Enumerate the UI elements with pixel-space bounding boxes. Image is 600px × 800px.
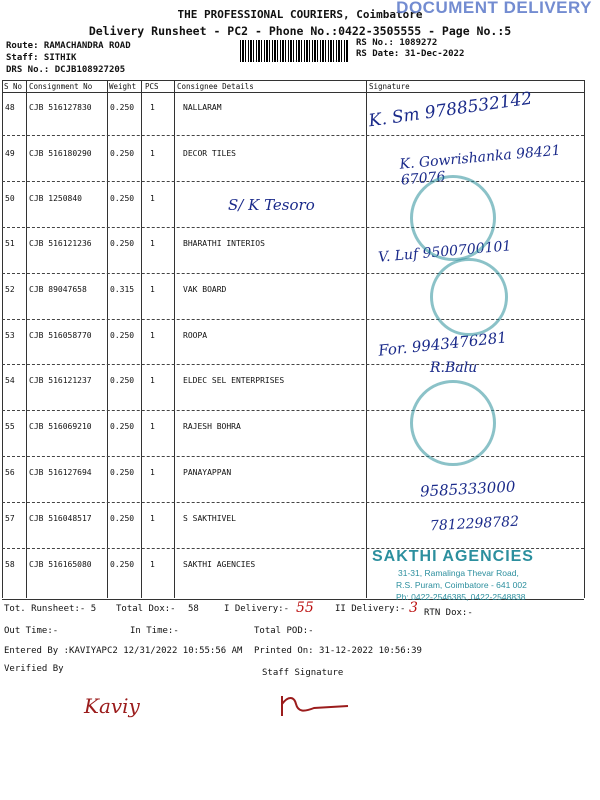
out-time-label: Out Time:-: [4, 626, 59, 636]
signature-handwritten: K. Gowrishanka 98421 67076: [398, 142, 562, 189]
drs-number: DRS No.: DCJB108927205: [6, 65, 126, 75]
row-sno: 48: [5, 103, 15, 112]
row-sno: 52: [5, 285, 15, 294]
col-header-sno: S No: [4, 82, 23, 91]
row-sno: 55: [5, 422, 15, 431]
row-consignee: ELDEC SEL ENTERPRISES: [183, 376, 285, 385]
row-consignment: CJB 516121236: [29, 239, 92, 248]
row-pcs: 1: [150, 331, 155, 340]
row-divider: [2, 135, 584, 136]
row-divider: [2, 181, 584, 182]
row-consignee: VAK BOARD: [183, 285, 227, 294]
signature-handwritten: S/ K Tesoro: [228, 196, 315, 214]
row-sno: 54: [5, 376, 15, 385]
row-consignment: CJB 1250840: [29, 194, 82, 203]
row-consignee: PANAYAPPAN: [183, 468, 232, 477]
staff-signature-label: Staff Signature: [262, 668, 344, 678]
row-pcs: 1: [150, 514, 155, 523]
row-weight: 0.250: [110, 239, 135, 248]
tot-runsheet: Tot. Runsheet:- 5: [4, 604, 97, 614]
col-divider: [366, 80, 367, 598]
col-divider: [107, 80, 108, 598]
row-sno: 49: [5, 149, 15, 158]
signature-handwritten: V. Luf 9500700101: [377, 238, 513, 266]
printed-on: Printed On: 31-12-2022 10:56:39: [254, 646, 422, 656]
row-weight: 0.250: [110, 331, 135, 340]
row-divider: [2, 456, 584, 457]
row-sno: 50: [5, 194, 15, 203]
row-divider: [2, 227, 584, 228]
ii-delivery-label: II Delivery:-: [335, 604, 406, 614]
rs-number: RS No.: 1089272: [356, 38, 438, 48]
row-sno: 57: [5, 514, 15, 523]
col-divider: [26, 80, 27, 598]
runsheet-subtitle: Delivery Runsheet - PC2 - Phone No.:0422-3505555 - Page No.:5: [88, 24, 512, 38]
col-header-weight: Weight: [109, 82, 137, 91]
signature-handwritten: 9585333000: [419, 477, 516, 501]
i-delivery-value: 55: [296, 600, 314, 616]
row-pcs: 1: [150, 285, 155, 294]
col-header-consignee: Consignee Details: [177, 82, 254, 91]
row-consignee: SAKTHI AGENCIES: [183, 560, 256, 569]
row-pcs: 1: [150, 560, 155, 569]
row-weight: 0.250: [110, 376, 135, 385]
row-consignee: BHARATHI INTERIOS: [183, 239, 265, 248]
signature-handwritten: 7812298782: [429, 513, 520, 535]
rtn-dox-label: RTN Dox:-: [424, 608, 473, 618]
staff-signature-mark: [274, 690, 354, 720]
row-consignee: RAJESH BOHRA: [183, 422, 241, 431]
signature-handwritten: K. Sm 9788532142: [367, 88, 534, 132]
sakthi-stamp-name: SAKTHI AGENCIES: [372, 548, 534, 565]
row-sno: 53: [5, 331, 15, 340]
signature-handwritten: For. 9943476281: [377, 328, 508, 360]
signature-handwritten: R.Balu: [430, 360, 478, 376]
row-divider: [2, 364, 584, 365]
sakthi-stamp-line: Ph: 0422-2546385, 0422-2548838: [396, 592, 526, 602]
row-consignment: CJB 516180290: [29, 149, 92, 158]
row-weight: 0.250: [110, 103, 135, 112]
row-weight: 0.315: [110, 285, 135, 294]
entered-by: Entered By :KAVIYAPC2 12/31/2022 10:55:56 AM: [4, 646, 243, 656]
row-pcs: 1: [150, 468, 155, 477]
row-weight: 0.250: [110, 468, 135, 477]
row-sno: 56: [5, 468, 15, 477]
row-pcs: 1: [150, 194, 155, 203]
row-divider: [2, 502, 584, 503]
row-weight: 0.250: [110, 514, 135, 523]
row-sno: 58: [5, 560, 15, 569]
total-dox-value: 58: [188, 604, 199, 614]
col-divider: [141, 80, 142, 598]
col-divider: [2, 80, 3, 598]
total-dox-label: Total Dox:-: [116, 604, 176, 614]
verified-by-label: Verified By: [4, 664, 64, 674]
col-header-signature: Signature: [369, 82, 410, 91]
row-pcs: 1: [150, 422, 155, 431]
row-consignee: S SAKTHIVEL: [183, 514, 236, 523]
sakthi-stamp-line: 31-31, Ramalinga Thevar Road,: [398, 568, 519, 578]
row-pcs: 1: [150, 239, 155, 248]
row-consignment: CJB 516058770: [29, 331, 92, 340]
i-delivery-label: I Delivery:-: [224, 604, 290, 614]
row-weight: 0.250: [110, 422, 135, 431]
rs-date: RS Date: 31-Dec-2022: [356, 49, 465, 59]
row-consignee: DECOR TILES: [183, 149, 236, 158]
row-consignment: CJB 516165080: [29, 560, 92, 569]
row-pcs: 1: [150, 103, 155, 112]
company-title: THE PROFESSIONAL COURIERS, Coimbatore: [177, 8, 423, 21]
row-consignment: CJB 516069210: [29, 422, 92, 431]
row-consignment: CJB 89047658: [29, 285, 87, 294]
col-header-pcs: PCS: [145, 82, 159, 91]
route-label: Route: RAMACHANDRA ROAD: [6, 41, 131, 51]
company-stamp: [410, 380, 496, 466]
row-pcs: 1: [150, 376, 155, 385]
ii-delivery-value: 3: [409, 600, 418, 616]
col-header-consignment: Consignment No: [29, 82, 93, 91]
row-weight: 0.250: [110, 194, 135, 203]
sakthi-stamp-line: R.S. Puram, Coimbatore - 641 002: [396, 580, 527, 590]
staff-label: Staff: SITHIK: [6, 53, 77, 63]
row-weight: 0.250: [110, 560, 135, 569]
col-divider: [174, 80, 175, 598]
row-consignment: CJB 516048517: [29, 514, 92, 523]
barcode: [240, 40, 348, 62]
document-delivery-stamp: DOCUMENT DELIVERY: [396, 0, 592, 17]
row-sno: 51: [5, 239, 15, 248]
row-weight: 0.250: [110, 149, 135, 158]
company-stamp: [430, 258, 508, 336]
row-consignee: NALLARAM: [183, 103, 222, 112]
total-pod-label: Total POD:-: [254, 626, 314, 636]
row-consignee: ROOPA: [183, 331, 208, 340]
row-pcs: 1: [150, 149, 155, 158]
row-consignment: CJB 516127694: [29, 468, 92, 477]
row-consignment: CJB 516127830: [29, 103, 92, 112]
row-consignment: CJB 516121237: [29, 376, 92, 385]
in-time-label: In Time:-: [130, 626, 179, 636]
verified-signature: Kaviy: [84, 694, 140, 718]
row-divider: [2, 410, 584, 411]
company-stamp: [410, 175, 496, 261]
